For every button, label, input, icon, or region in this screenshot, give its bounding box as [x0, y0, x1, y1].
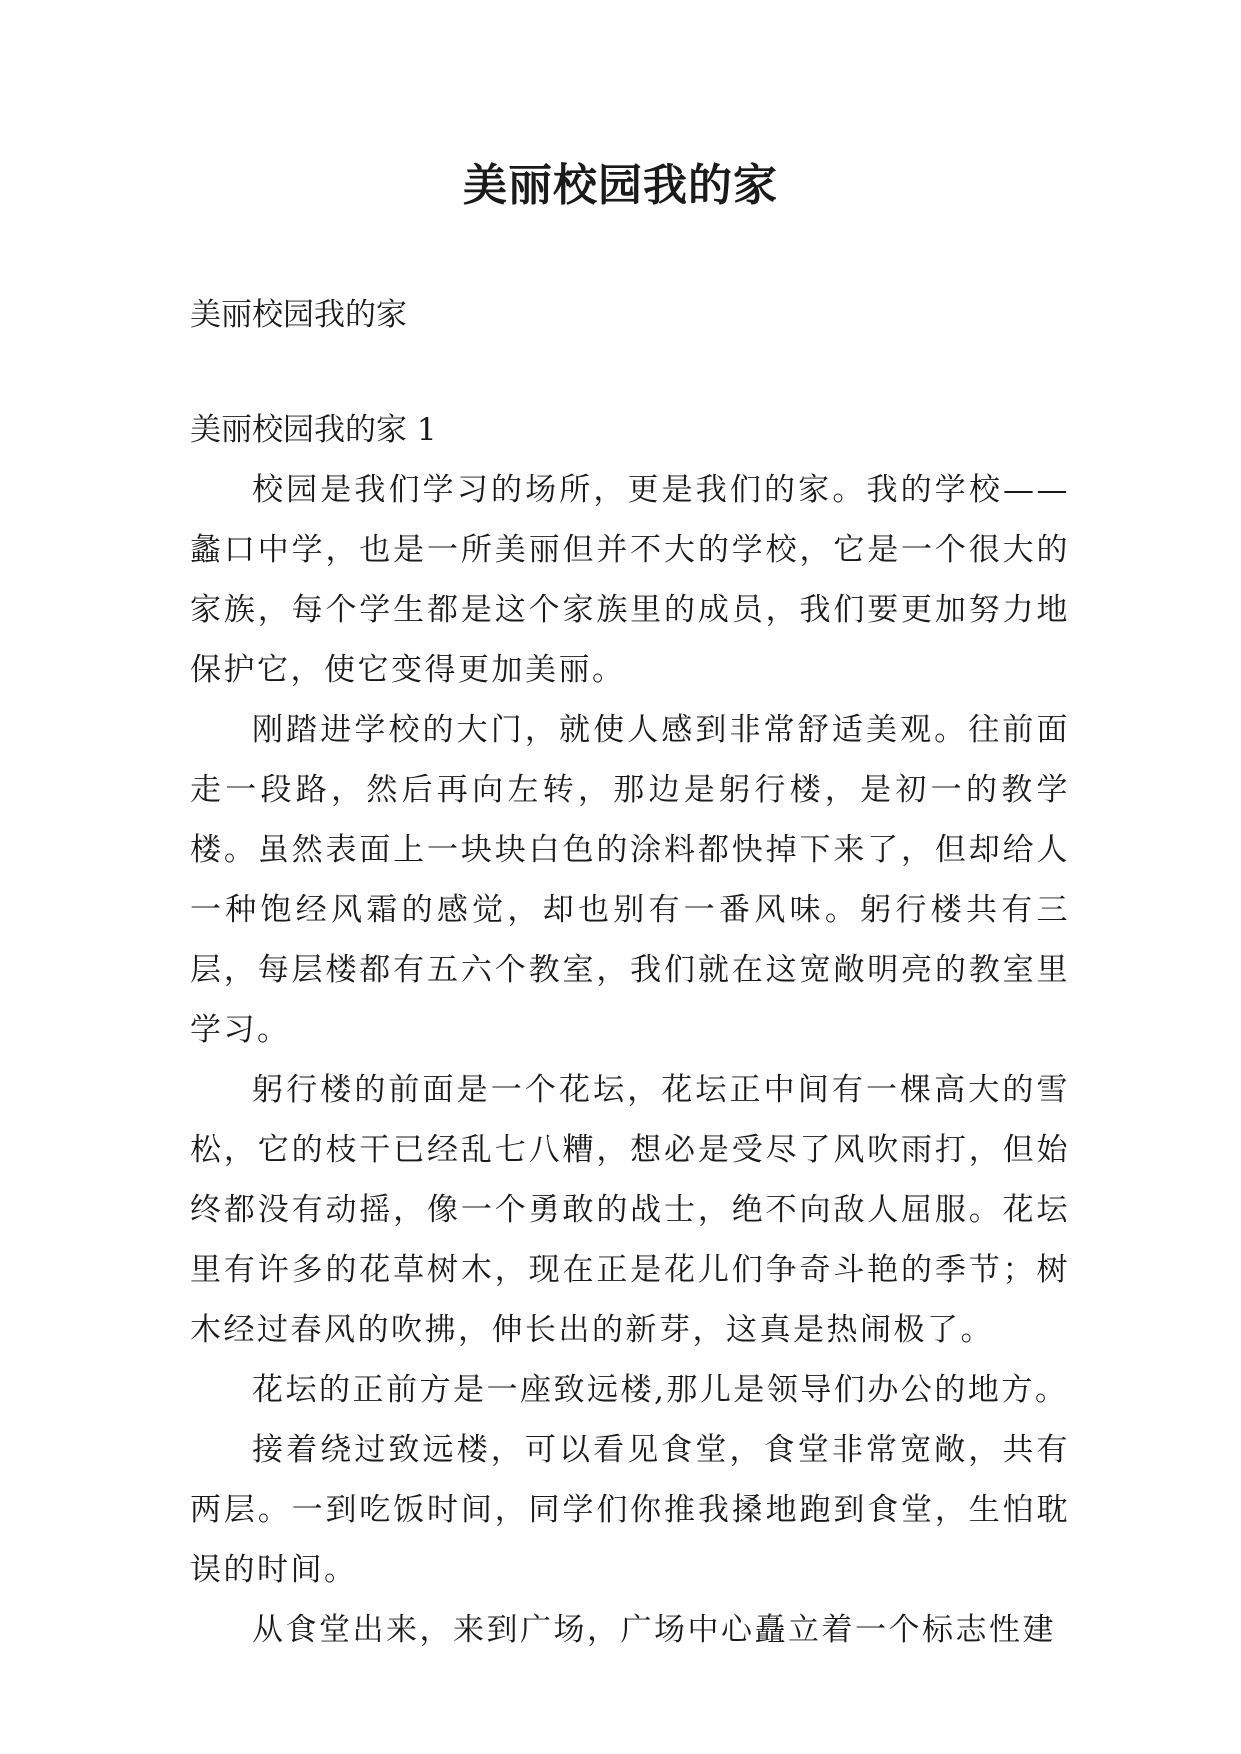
paragraph-5: 接着绕过致远楼，可以看见食堂，食堂非常宽敞，共有两层。一到吃饭时间，同学们你推我搡地跑到食堂，生怕耽误的时间。 [190, 1432, 1070, 1588]
document-body [190, 400, 1070, 1660]
paragraph-3: 躬行楼的前面是一个花坛，花坛正中间有一棵高大的雪松，它的枝干已经乱七八糟，想必是受尽了风吹雨打，但始终都没有动摇，像一个勇敢的战士，绝不向敌人屈服。花坛里有许多的花草树木，现在正是花儿们争奇斗艳的季节；树木经过春风的吹拂，伸长出的新芽，这真是热闹极了。 [190, 1072, 1070, 1348]
document-subtitle: 美丽校园我的家 [190, 297, 407, 333]
section-heading: 美丽校园我的家 1 [190, 412, 437, 448]
paragraph-6: 从食堂出来，来到广场，广场中心矗立着一个标志性建 [252, 1612, 1056, 1648]
document-title: 美丽校园我的家 [463, 160, 778, 211]
paragraph-4: 花坛的正前方是一座致远楼,那儿是领导们办公的地方。 [252, 1372, 1069, 1408]
paragraph-1: 校园是我们学习的场所，更是我们的家。我的学校——蠡口中学，也是一所美丽但并不大的学校，它是一个很大的家族，每个学生都是这个家族里的成员，我们要更加努力地保护它，使它变得更加美丽。 [190, 472, 1070, 688]
paragraph-2: 刚踏进学校的大门，就使人感到非常舒适美观。往前面走一段路，然后再向左转，那边是躬行楼，是初一的教学楼。虽然表面上一块块白色的涂料都快掉下来了，但却给人一种饱经风霜的感觉，却也别有一番风味。躬行楼共有三层，每层楼都有五六个教室，我们就在这宽敞明亮的教室里学习。 [190, 712, 1070, 1048]
